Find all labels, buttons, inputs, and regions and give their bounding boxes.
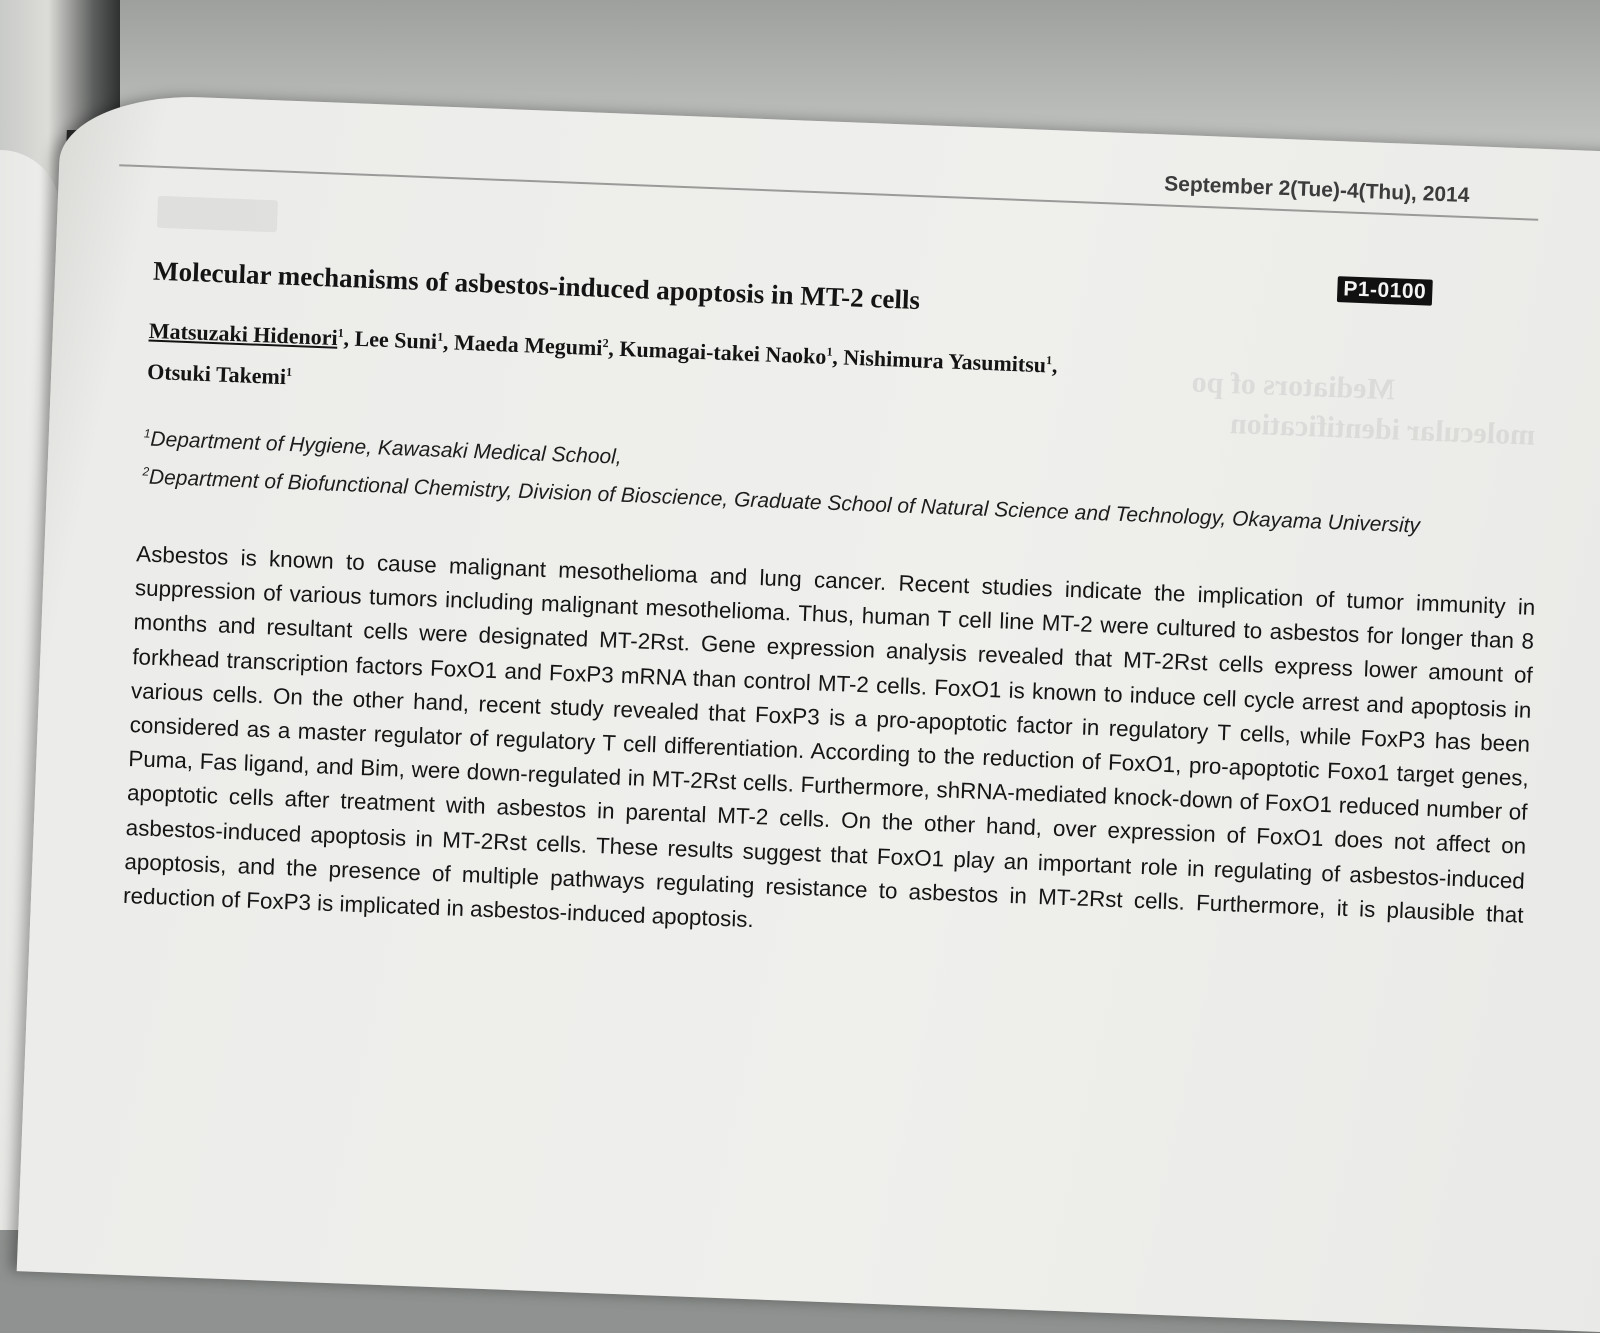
affiliation-text: Department of Hygiene, Kawasaki Medical School,: [149, 427, 623, 469]
author-affiliation-mark: 1: [826, 344, 833, 359]
header-date: September 2(Tue)-4(Thu), 2014: [1163, 172, 1470, 208]
poster-id-badge: P1-0100: [1337, 276, 1433, 306]
author-affiliation-mark: 1: [1045, 352, 1053, 368]
affiliation-text: Department of Biofunctional Chemistry, Division of Bioscience, Graduate School of Natural Science and Technology, Okayama University: [148, 465, 1421, 538]
author-name: Lee Suni: [354, 325, 438, 354]
author-name: Nishimura Yasumitsu: [842, 344, 1047, 378]
show-through-box: [157, 196, 278, 233]
article-title: Molecular mechanisms of asbestos-induced apoptosis in MT-2 cells: [152, 255, 921, 316]
show-through-text-1: Mediators of po: [1191, 365, 1396, 407]
author-name: Kumagai-takei Naoko: [618, 335, 827, 369]
author-affiliation-mark: 1: [285, 365, 293, 380]
author-affiliation-mark: 2: [602, 335, 609, 351]
author-affiliation-mark: 1: [436, 329, 444, 344]
author-affiliation-mark: 1: [337, 325, 345, 340]
affiliation-mark: 1: [143, 426, 151, 441]
author-name: Matsuzaki Hidenori: [148, 317, 339, 351]
author-list: Matsuzaki Hidenori$^1$, Lee Suni$^1$, Maeda Megumi$^2$, Kumagai-takei Naoko$^1$, Nishimura Yasumitsu$^1$, Otsuki Takemi$^1$: [146, 317, 1058, 390]
document-page: [17, 92, 1600, 1333]
affiliation-mark: 2: [142, 464, 150, 479]
author-name: Otsuki Takemi: [146, 359, 287, 390]
author-name: Maeda Megumi: [453, 329, 603, 361]
show-through-text-2: molecular identification: [1229, 407, 1536, 452]
abstract-body: Asbestos is known to cause malignant mesothelioma and lung cancer. Recent studies indicate the implication of tumor immunity in suppression of various tumors including malignant mesothelioma. Thus, human T cell line MT-2 were cultured to asbestos for longer than 8 months and resultant cells were designated MT-2Rst. Gene expression analysis revealed that MT-2Rst cells express lower amount of forkhead transcription factors FoxO1 and FoxP3 mRNA than control MT-2 cells. FoxO1 is known to induce cell cycle arrest and apoptosis in various cells. On the other hand, recent study revealed that FoxP3 is a pro-apoptotic factor in regulatory T cells, while FoxP3 has been considered as a master regulator of regulatory T cell differentiation. According to the reduction of FoxO1, pro-apoptotic Foxo1 target genes, Puma, Fas ligand, and Bim, were down-regulated in MT-2Rst cells. Furthermore, shRNA-mediated knock-down of FoxO1 reduced number of apoptotic cells after treatment with asbestos in parental MT-2 cells. On the other hand, over expression of FoxO1 does not affect on asbestos-induced apoptosis in MT-2Rst cells. These results suggest that FoxO1 play an important role in regulating of asbestos-induced apoptosis, and the presence of multiple pathways regulating resistance to asbestos in MT-2Rst cells. Furthermore, it is plausible that reduction of FoxP3 is implicated in asbestos-induced apoptosis.: [122, 541, 1536, 933]
